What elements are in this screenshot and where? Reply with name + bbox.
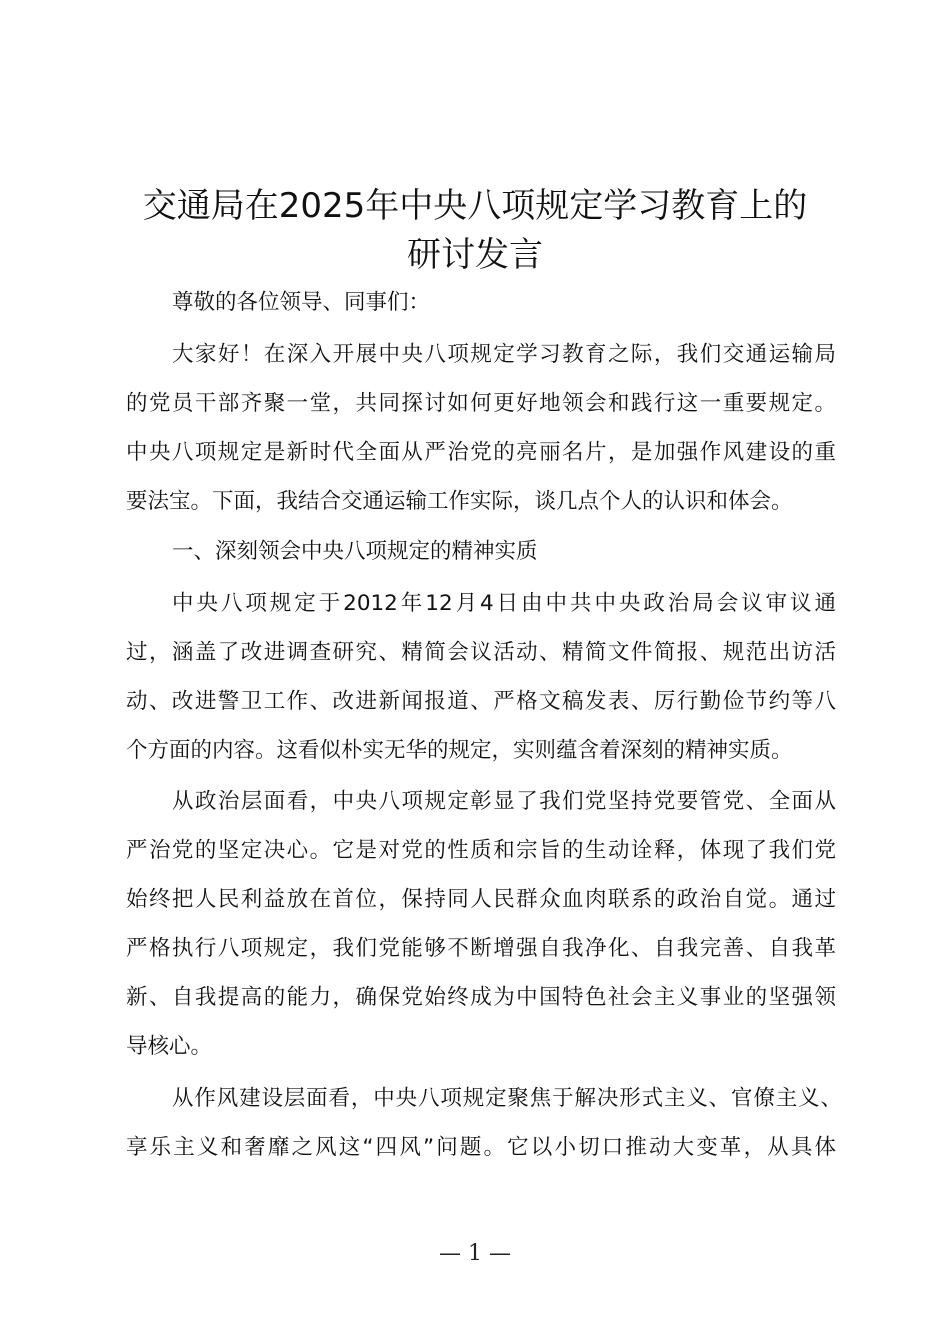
paragraph-line: 从政治层面看，中央八项规定彰显了我们党坚持党要管党、全面从 bbox=[172, 789, 836, 814]
paragraph-line: 动、改进警卫工作、改进新闻报道、严格文稿发表、厉行勤俭节约等八 bbox=[126, 689, 836, 714]
paragraph-line: 严治党的坚定决心。它是对党的性质和宗旨的生动诠释，体现了我们党 bbox=[126, 838, 836, 863]
paragraph-line: 从作风建设层面看，中央八项规定聚焦于解决形式主义、官僚主义、 bbox=[172, 1086, 842, 1111]
paragraph-line: 新、自我提高的能力，确保党始终成为中国特色社会主义事业的坚强领 bbox=[126, 985, 836, 1010]
paragraph-line: 中央八项规定于2012年12月4日由中共中央政治局会议审议通 bbox=[172, 591, 836, 616]
paragraph-line: 导核心。 bbox=[126, 1034, 213, 1059]
document-title-line-2: 研讨发言 bbox=[407, 235, 543, 275]
paragraph-line: 严格执行八项规定，我们党能够不断增强自我净化、自我完善、自我革 bbox=[126, 936, 836, 961]
paragraph-line: 的党员干部齐聚一堂，共同探讨如何更好地领会和践行这一重要规定。 bbox=[126, 391, 836, 416]
page-number: — 1 — bbox=[439, 1241, 511, 1266]
paragraph-line: 享乐主义和奢靡之风这“四风”问题。它以小切口推动大变革，从具体 bbox=[126, 1135, 836, 1160]
paragraph-line: 中央八项规定是新时代全面从严治党的亮丽名片，是加强作风建设的重 bbox=[126, 440, 836, 465]
paragraph-line: 始终把人民利益放在首位，保持同人民群众血肉联系的政治自觉。通过 bbox=[126, 887, 836, 912]
paragraph-line: 大家好！在深入开展中央八项规定学习教育之际，我们交通运输局 bbox=[172, 342, 836, 367]
section-heading: 一、深刻领会中央八项规定的精神实质 bbox=[172, 539, 538, 564]
paragraph-line: 过，涵盖了改进调查研究、精简会议活动、精简文件简报、规范出访活 bbox=[126, 640, 836, 665]
paragraph-line: 要法宝。下面，我结合交通运输工作实际，谈几点个人的认识和体会。 bbox=[126, 489, 793, 514]
paragraph-line: 个方面的内容。这看似朴实无华的规定，实则蕴含着深刻的精神实质。 bbox=[126, 738, 793, 763]
document-title-line-1: 交通局在2025年中央八项规定学习教育上的 bbox=[142, 186, 808, 226]
salutation: 尊敬的各位领导、同事们： bbox=[172, 290, 431, 315]
